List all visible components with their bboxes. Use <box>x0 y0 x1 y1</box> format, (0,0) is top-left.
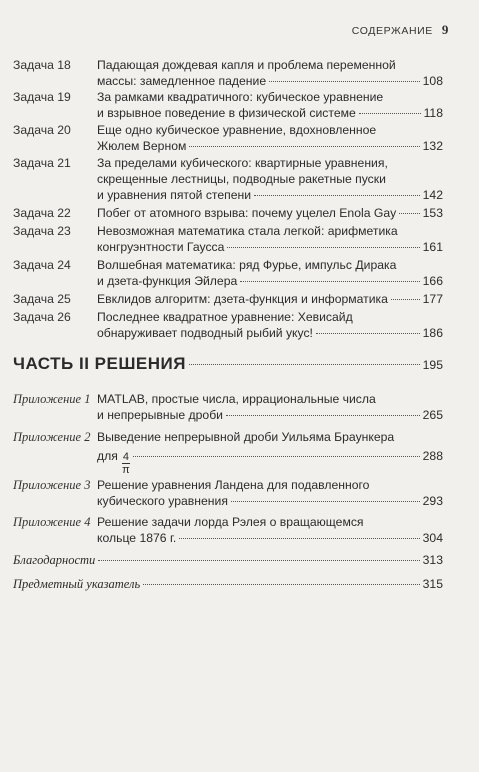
entry-page: 293 <box>422 494 443 508</box>
entry-title-line: Евклидов алгоритм: дзета-функция и информатика <box>97 292 388 306</box>
leader-dots <box>189 146 419 147</box>
entry-title-line: Выведение непрерывной дроби Уильяма Браункера <box>97 430 395 444</box>
entry-label: Задача 25 <box>13 292 71 306</box>
header-section: СОДЕРЖАНИЕ <box>351 25 433 37</box>
leader-dots <box>316 333 420 334</box>
entry-title-line: для <box>97 449 118 463</box>
entry-label: Задача 22 <box>13 206 71 220</box>
entry-page: 288 <box>422 449 443 463</box>
entry-page: 118 <box>423 106 443 120</box>
running-header <box>352 22 449 38</box>
page-number: 9 <box>441 22 449 37</box>
entry-page: 315 <box>422 577 443 591</box>
fraction-numerator: 4 <box>122 451 129 463</box>
leader-dots <box>231 501 420 502</box>
entry-title-line: и непрерывные дроби <box>97 408 223 422</box>
entry-label: Приложение 1 <box>13 392 91 406</box>
entry-title-line: За рамками квадратичного: кубическое уравнение <box>97 90 384 104</box>
entry-title-line: MATLAB, простые числа, иррациональные числа <box>97 392 376 406</box>
leader-dots <box>254 195 420 196</box>
entry-page: 153 <box>422 206 443 220</box>
toc-part-heading[interactable] <box>13 354 443 374</box>
entry-title-line: Невозможная математика стала легкой: арифметика <box>97 224 398 238</box>
toc-entry-acknowledgements[interactable] <box>13 553 443 568</box>
part-page: 195 <box>422 358 443 372</box>
leader-dots <box>226 415 420 416</box>
entry-page: 161 <box>422 240 443 254</box>
entry-title-line: массы: замедленное падение <box>97 74 267 88</box>
entry-title-line: Волшебная математика: ряд Фурье, импульс Дирака <box>97 258 397 272</box>
leader-dots <box>391 299 420 300</box>
entry-title-line: и взрывное поведение в физической системе <box>97 106 356 120</box>
leader-dots <box>359 113 421 114</box>
leader-dots <box>143 584 420 585</box>
entry-title-line: Жюлем Верном <box>97 139 187 153</box>
entry-page: 186 <box>422 326 443 340</box>
entry-title-line: кольце 1876 г. <box>97 531 177 545</box>
entry-label: Приложение 3 <box>13 478 91 492</box>
entry-page: 166 <box>422 274 443 288</box>
entry-title-line: кубического уравнения <box>97 494 228 508</box>
entry-title-line: Падающая дождевая капля и проблема переменной <box>97 58 396 72</box>
fraction-denominator: π <box>122 464 130 476</box>
leader-dots <box>98 560 419 561</box>
entry-label: Задача 24 <box>13 258 71 272</box>
entry-title-line: За пределами кубического: квартирные уравнения, <box>97 156 388 170</box>
leader-dots <box>133 456 420 457</box>
entry-label: Задача 20 <box>13 123 71 137</box>
entry-page: 304 <box>422 531 443 545</box>
leader-dots <box>179 538 419 539</box>
fraction-4-over-pi <box>122 451 130 476</box>
entry-title-line: скрещенные лестницы, подводные ракетные пуски <box>97 172 386 186</box>
entry-page: 142 <box>422 188 443 202</box>
leader-dots <box>227 247 419 248</box>
entry-label: Предметный указатель <box>13 577 141 591</box>
toc-entry-index[interactable] <box>13 577 443 592</box>
entry-page: 265 <box>422 408 443 422</box>
entry-label: Приложение 4 <box>13 515 91 529</box>
entry-title-line: Решение уравнения Ландена для подавленного <box>97 478 370 492</box>
entry-title-line: Побег от атомного взрыва: почему уцелел Enola Gay <box>97 206 397 220</box>
leader-dots <box>269 81 420 82</box>
leader-dots <box>240 281 419 282</box>
entry-label: Задача 21 <box>13 156 71 170</box>
entry-title-line: и уравнения пятой степени <box>97 188 252 202</box>
entry-label: Задача 26 <box>13 310 71 324</box>
entry-label: Задача 18 <box>13 58 71 72</box>
entry-page: 313 <box>422 553 443 567</box>
entry-title-line: конгруэнтности Гаусса <box>97 240 225 254</box>
part-title: ЧАСТЬ II РЕШЕНИЯ <box>13 354 186 373</box>
entry-label: Задача 19 <box>13 90 71 104</box>
entry-title-line: обнаруживает подводный рыбий укус! <box>97 326 313 340</box>
entry-label: Задача 23 <box>13 224 71 238</box>
entry-title-line: Еще одно кубическое уравнение, вдохновленное <box>97 123 377 137</box>
leader-dots <box>189 364 420 365</box>
entry-label: Приложение 2 <box>13 430 91 444</box>
entry-title-line: и дзета-функция Эйлера <box>97 274 238 288</box>
leader-dots <box>399 213 419 214</box>
entry-page: 108 <box>422 74 443 88</box>
entry-label: Благодарности <box>13 553 96 567</box>
entry-page: 177 <box>422 292 443 306</box>
entry-page: 132 <box>422 139 443 153</box>
entry-title-line: Решение задачи лорда Рэлея о вращающемся <box>97 515 364 529</box>
entry-title-line: Последнее квадратное уравнение: Хевисайд <box>97 310 353 324</box>
